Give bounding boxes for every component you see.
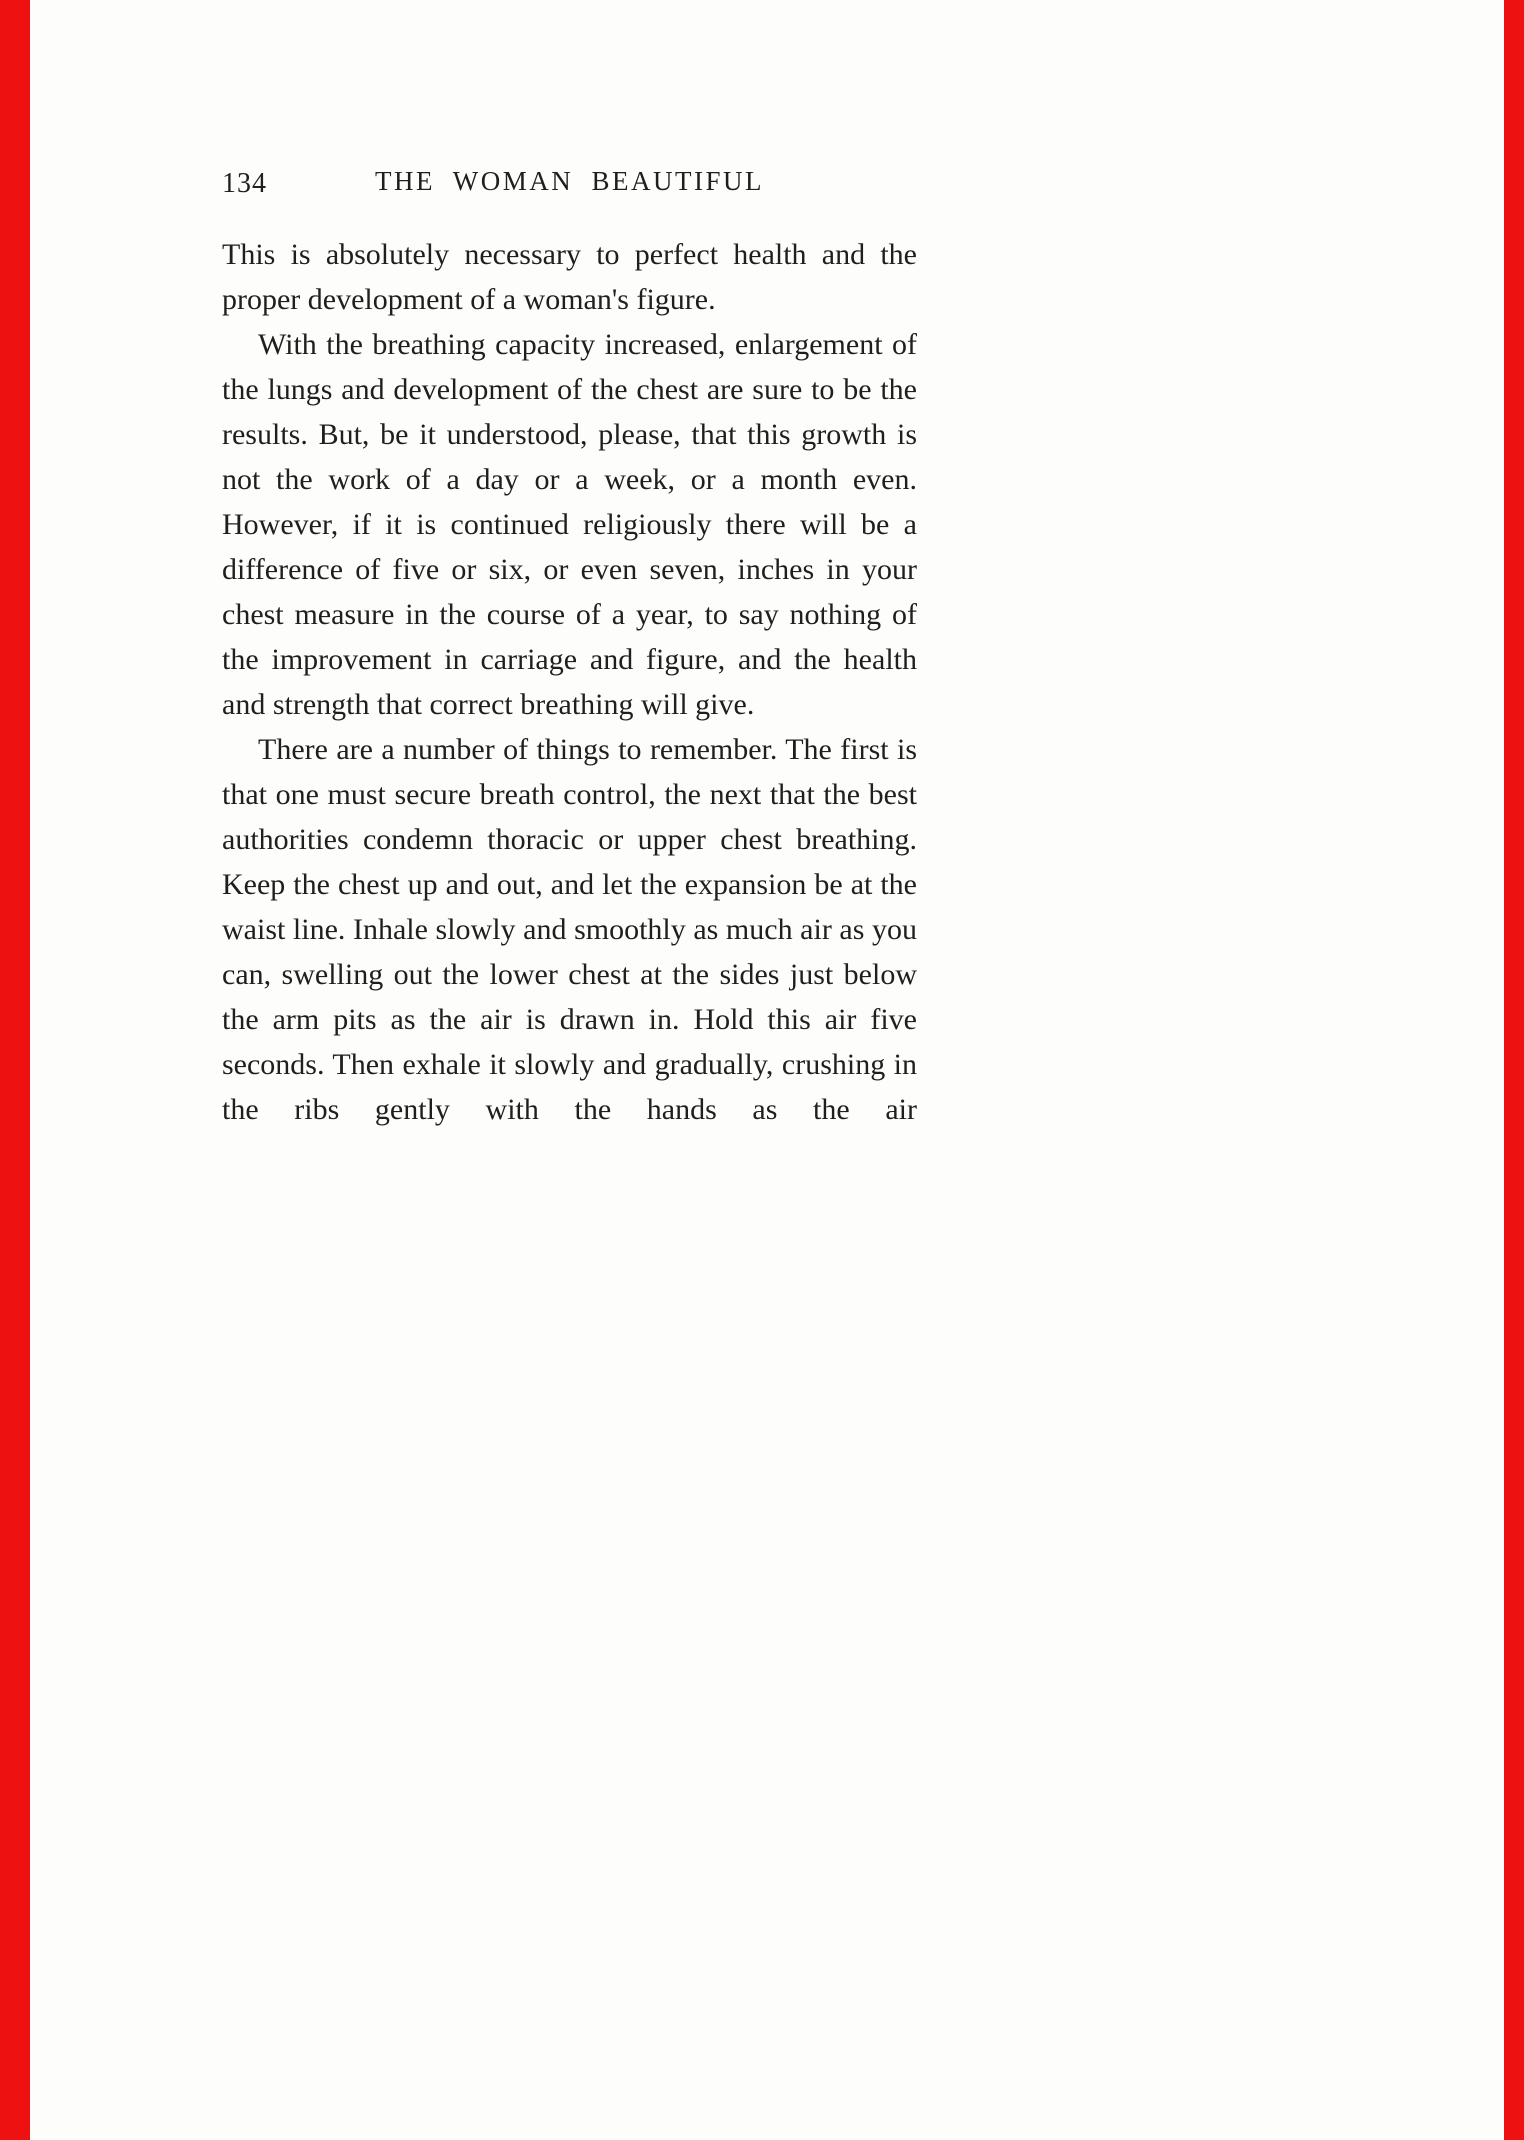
page-body-text xyxy=(222,232,917,1132)
paragraph: With the breathing capacity increased, enlargement of the lungs and development of the chest are sure to be the results. But, be it understood, please, that this growth is not the work of a day or a week, or a month even. However, if it is continued religiously there will be a difference of five or six, or even seven, inches in your chest measure in the course of a year, to say nothing of the improvement in carriage and figure, and the health and strength that correct breathing will give. xyxy=(222,328,917,721)
paragraph: There are a number of things to remember. The first is that one must secure breath control, the next that the best authorities condemn thoracic or upper chest breathing. Keep the chest up and out, and let the expansion be at the waist line. Inhale slowly and smoothly as much air as you can, swelling out the lower chest at the sides just below the arm pits as the air is drawn in. Hold this air five seconds. Then exhale it slowly and gradually, crushing in the ribs gently with the hands as the air xyxy=(222,733,917,1126)
page-number: 134 xyxy=(222,168,267,199)
running-title: THE WOMAN BEAUTIFUL xyxy=(375,166,764,196)
scan-edge-right xyxy=(1504,0,1524,2140)
scan-edge-left xyxy=(0,0,30,2140)
page-header xyxy=(222,166,917,206)
paragraph: This is absolutely necessary to perfect health and the proper development of a woman's figure. xyxy=(222,238,917,316)
